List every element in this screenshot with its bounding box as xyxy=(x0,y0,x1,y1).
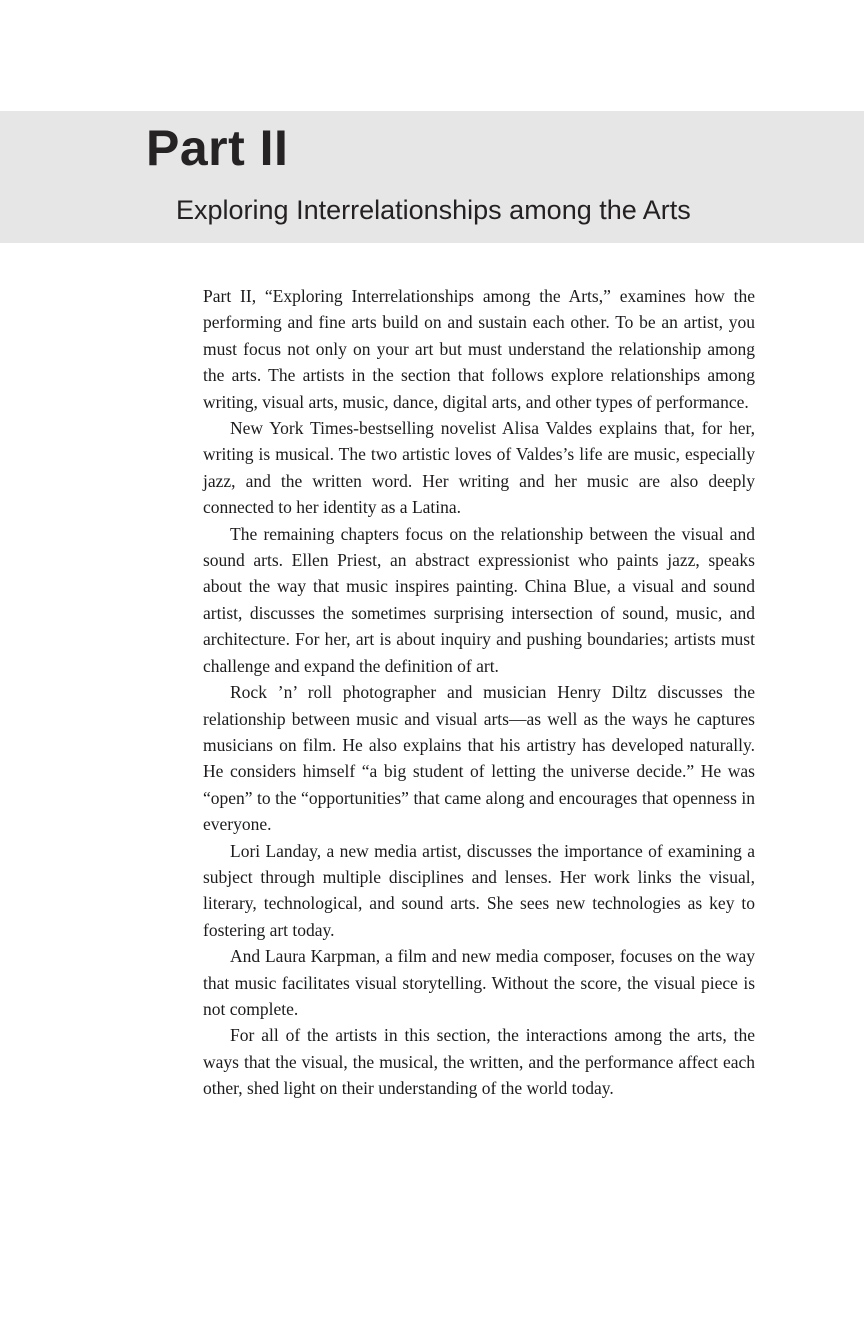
paragraph: Lori Landay, a new media artist, discusses the importance of examining a subject through multiple disciplines and lenses. Her work links the visual, literary, technological, and sound arts. She sees new technologies as key to fostering art today. xyxy=(203,840,755,940)
part-header-banner xyxy=(0,111,864,243)
paragraph: For all of the artists in this section, the interactions among the arts, the ways that the visual, the musical, the written, and the performance affect each other, shed light on their understanding of the world today. xyxy=(203,1025,755,1099)
part-subtitle: Exploring Interrelationships among the Arts xyxy=(176,195,691,225)
paragraph: And Laura Karpman, a film and new media composer, focuses on the way that music facilitates visual storytelling. Without the score, the visual piece is not complete. xyxy=(203,946,755,1019)
part-title: Part II xyxy=(146,120,289,176)
paragraph: Part II, “Exploring Interrelationships among the Arts,” examines how the performing and fine arts build on and sustain each other. To be an artist, you must focus not only on your art but must understand the relationship among the arts. The artists in the section that follows explore relationships among writing, visual arts, music, dance, digital arts, and other types of performance. xyxy=(203,286,755,412)
paragraph: Rock ’n’ roll photographer and musician Henry Diltz discusses the relationship between music and visual arts—as well as the ways he captures musicians on film. He also explains that his artistry has developed naturally. He considers himself “a big student of letting the universe decide.” He was “open” to the “opportunities” that came along and encourages that openness in everyone. xyxy=(203,682,755,835)
paragraph: The remaining chapters focus on the relationship between the visual and sound arts. Ellen Priest, an abstract expressionist who paints jazz, speaks about the way that music inspires painting. China Blue, a visual and sound artist, discusses the sometimes surprising intersection of sound, music, and architecture. For her, art is about inquiry and pushing boundaries; artists must challenge and expand the definition of art. xyxy=(203,523,755,676)
body-text xyxy=(203,283,755,1102)
paragraph: New York Times-bestselling novelist Alisa Valdes explains that, for her, writing is musical. The two artistic loves of Valdes’s life are music, especially jazz, and the written word. Her writing and her music are also deeply connected to her identity as a Latina. xyxy=(203,418,755,518)
